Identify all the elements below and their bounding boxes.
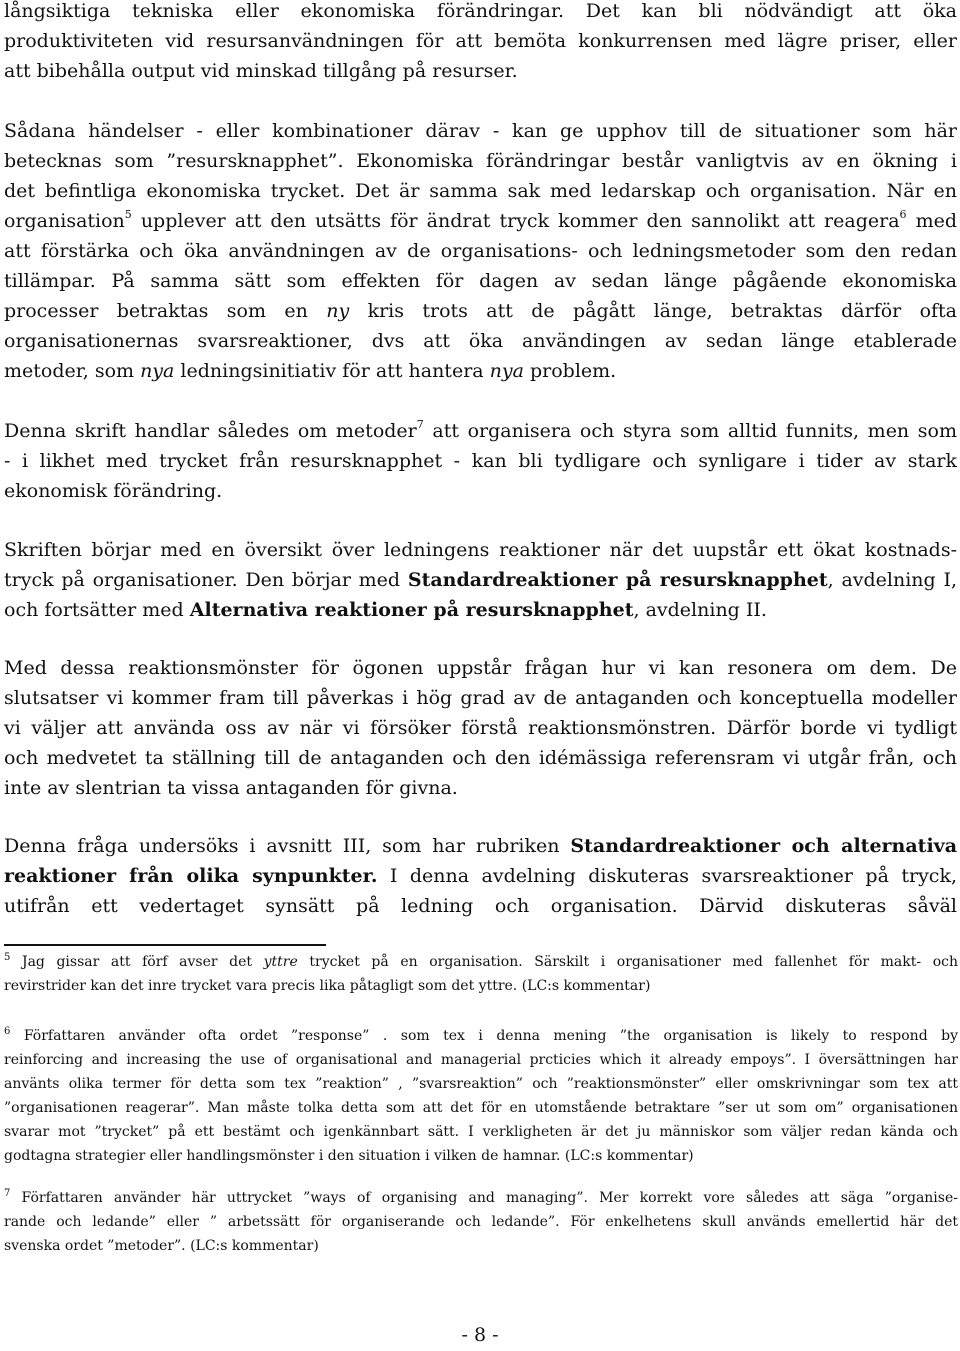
text-line: Med dessa reaktionsmönster för ögonen uppstår frågan hur vi kan resonera om dem. De [4,657,957,679]
italic-text: nya [140,360,175,382]
footnote-number: 5 [4,952,11,963]
text-line: Skriften börjar med en översikt över ledningens reaktioner när det uupstår ett ökat kostnads- [4,539,957,561]
text-run: Jag gissar att förf avser det [10,954,264,970]
text-run: att organisera och styra som alltid funnits, men som [423,420,957,442]
text-run: Författaren använder ofta ordet ”response” . som tex i denna mening ”the organisation is likely to respond by [10,1028,958,1044]
text-line [4,595,957,625]
text-line [4,861,957,891]
text-line [4,831,957,861]
text-run: tryck på organisationer. Den börjar med [4,569,408,591]
footnote-6 [4,1024,958,1168]
footnote-7 [4,1186,958,1258]
text-run: , avdelning II. [633,599,767,621]
text-line: använts olika termer för detta som tex ”reaktion” , ”svarsreaktion” och ”reaktionsmönster” eller omskrivningar som tex att [4,1076,958,1092]
text-line [4,206,957,236]
text-line: och medvetet ta ställning till de antaganden och den idémässiga referensram vi utgår från, och [4,747,957,769]
section-title-iii-cont: reaktioner från olika synpunkter. [4,865,378,887]
text-line [4,565,957,595]
text-line: organisationernas svarsreaktioner, dvs att öka användingen av sedan länge etablerade [4,330,957,352]
text-line [4,1024,958,1048]
section-title-alternative: Alternativa reaktioner på resursknapphet [189,599,634,621]
text-line: - i likhet med trycket från resursknapphet - kan bli tydligare och synligare i tider av stark [4,450,957,472]
text-run: Författaren använder här uttrycket ”ways of organising and managing”. Mer korrekt vore således att säga ”organise- [10,1190,958,1206]
footnote-ref-7: 7 [416,418,424,431]
text-line: utifrån ett vedertaget synsätt på ledning och organisation. Därvid diskuteras såväl [4,895,957,917]
paragraph-5 [4,653,957,803]
paragraph-3 [4,416,957,506]
text-line: produktiviteten vid resursanvändningen för att bemöta konkurrensen med lägre priser, eller [4,30,957,52]
italic-text: nya [489,360,524,382]
text-run: Denna fråga undersöks i avsnitt III, som har rubriken [4,835,571,857]
text-run: trycket på en organisation. Särskilt i organisationer med fallenhet för makt- och [297,954,958,970]
text-line: reinforcing and increasing the use of organisational and managerial prcticies which it already empoys”. I översättningen har [4,1052,958,1068]
text-line: inte av slentrian ta vissa antaganden för givna. [4,777,458,799]
text-line: betecknas som ”resursknapphet”. Ekonomiska förändringar består vanligtvis av en ökning i [4,150,957,172]
text-line: vi väljer att använda oss av när vi försöker förstå reaktionsmönstren. Därför borde vi tydligt [4,717,957,739]
text-line [4,296,957,326]
text-line: att bibehålla output vid minskad tillgång på resurser. [4,60,518,82]
text-line: tillämpar. På samma sätt som effekten för dagen av sedan länge pågående ekonomiska [4,270,957,292]
text-run: metoder, som [4,360,141,382]
text-line [4,356,957,386]
text-line: svarar mot ”trycket” på ett bestämt och igenkännbart sätt. I verkligheten är det ju människor som väljer redan kända och [4,1124,958,1140]
text-line: svenska ordet ”metoder”. (LC:s kommentar) [4,1238,319,1254]
text-run: , avdelning I, [827,569,957,591]
text-line: rande och ledande” eller ” arbetssätt för organiserande och ledande”. För enkelhetens skull används emellertid här det [4,1214,958,1230]
footnote-ref-5: 5 [124,208,132,221]
footnote-divider [4,944,326,946]
italic-text: yttre [263,954,298,970]
text-line: ”organisationen reagerar”. Man måste tolka detta som att det för en utomstående betraktare ”ser ut som om” organisationen [4,1100,958,1116]
section-title-iii: Standardreaktioner och alternativa [570,835,958,857]
text-line: slutsatser vi kommer fram till påverkas i hög grad av de antaganden och konceptuella modeller [4,687,957,709]
text-run: kris trots att de pågått länge, betraktas därför ofta [349,300,958,322]
text-line: långsiktiga tekniska eller ekonomiska förändringar. Det kan bli nödvändigt att öka [4,0,957,22]
text-run: ledningsinitiativ för att hantera [174,360,490,382]
page-number: - 8 - [461,1324,499,1346]
text-run: organisation [4,210,125,232]
text-line: ekonomisk förändring. [4,480,223,502]
text-line [4,950,958,974]
paragraph-6 [4,831,957,921]
paragraph-4 [4,535,957,625]
footnote-number: 7 [4,1188,11,1199]
text-run: I denna avdelning diskuteras svarsreaktioner på tryck, [377,865,957,887]
text-line: Sådana händelser - eller kombinationer därav - kan ge upphov till de situationer som här [4,120,957,142]
text-line: godtagna strategier eller handlingsmönster i den situation i vilken de hamnar. (LC:s kommentar) [4,1148,694,1164]
text-line [4,416,957,446]
footnote-ref-6: 6 [899,208,907,221]
text-run: upplever att den utsätts för ändrat tryck kommer den sannolikt att reagera [131,210,900,232]
text-run: och fortsätter med [4,599,190,621]
italic-text: ny [326,300,350,322]
text-line: det befintliga ekonomiska trycket. Det är samma sak med ledarskap och organisation. När en [4,180,957,202]
paragraph-1 [4,0,957,86]
footnote-5 [4,950,958,998]
text-run: Denna skrift handlar således om metoder [4,420,417,442]
text-line [4,1186,958,1210]
footnote-number: 6 [4,1026,11,1037]
paragraph-2 [4,116,957,386]
text-run: processer betraktas som en [4,300,327,322]
text-run: med [906,210,957,232]
section-title-standard: Standardreaktioner på resursknapphet [407,569,828,591]
text-line: att förstärka och öka användningen av de organisations- och ledningsmetoder som den redan [4,240,957,262]
text-run: problem. [523,360,617,382]
text-line: revirstrider kan det inre trycket vara precis lika påtagligt som det yttre. (LC:s kommentar) [4,978,651,994]
